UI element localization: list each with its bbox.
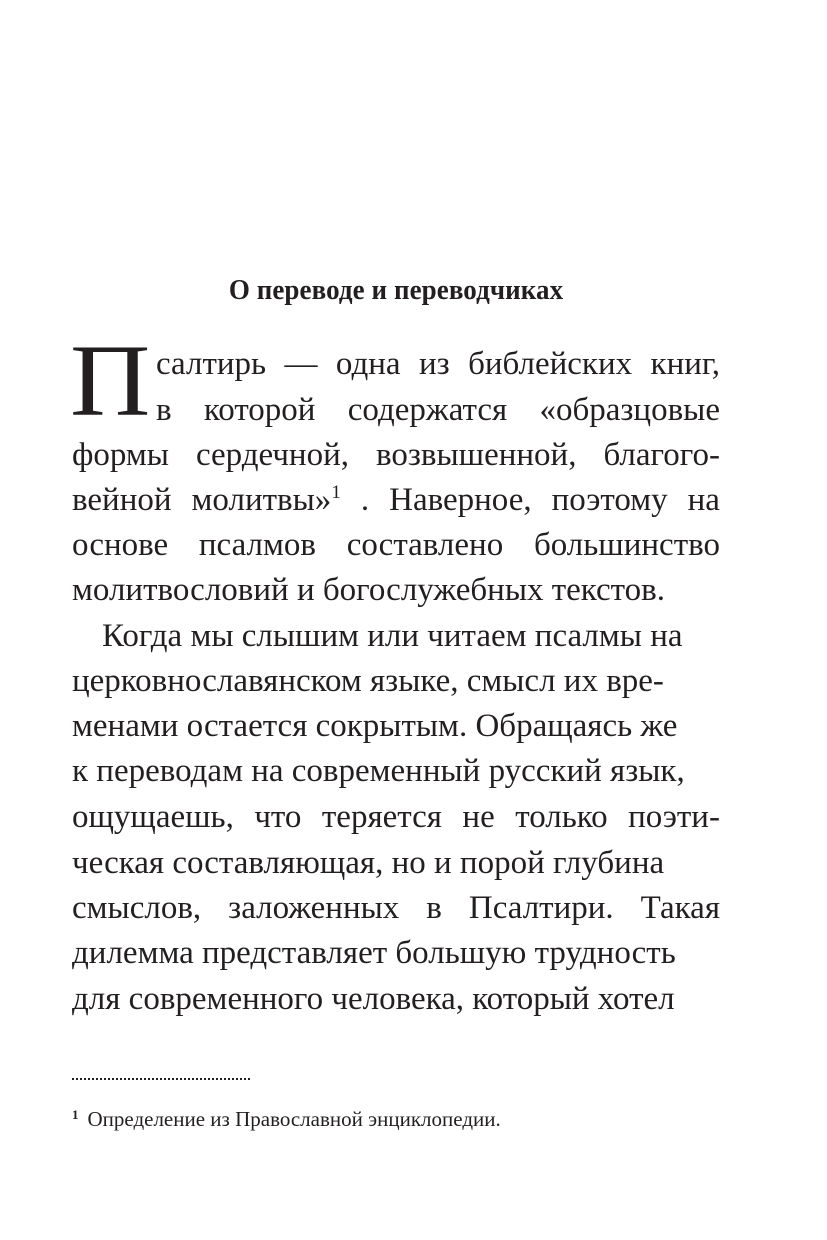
chapter-title: О переводе и переводчиках — [228, 274, 564, 306]
text-line: ощущаешь, что теряется не только поэти- — [72, 799, 720, 835]
text-line: ческая составляющая, но и порой глубина — [72, 845, 665, 881]
text-line: основе псалмов составлено большинство — [72, 527, 720, 563]
footnote-number: 1 — [72, 1107, 79, 1122]
text-line: салтирь — одна из библейских книг, — [156, 346, 720, 382]
text-line: к переводам на современный русский язык, — [72, 753, 685, 789]
footnote — [72, 1100, 501, 1134]
footnote-marker[interactable]: 1 — [331, 482, 341, 503]
text-line: церковнославянском языке, смысл их вре- — [72, 663, 664, 699]
text-line: формы сердечной, возвышенной, благого- — [72, 437, 720, 473]
text-line: менами остается сокрытым. Обращаясь же — [72, 708, 678, 744]
footnote-text: Определение из Православной энциклопедии. — [87, 1107, 501, 1131]
footnote-separator — [72, 1078, 250, 1080]
text-line: вейной молитвы»$^1$ . Наверное, поэтому на — [72, 482, 720, 518]
text-line: Когда мы слышим или читаем псалмы на — [102, 618, 683, 654]
text-line: в которой содержатся «образцовые — [156, 392, 720, 428]
text-line: дилемма представляет большую трудность — [72, 935, 676, 971]
text-line: смыслов, заложенных в Псалтири. Такая — [72, 890, 720, 926]
text-line: молитвословий и богослужебных текстов. — [72, 572, 665, 608]
drop-cap: П — [70, 324, 151, 438]
text-line: для современного человека, который хотел — [72, 981, 675, 1017]
